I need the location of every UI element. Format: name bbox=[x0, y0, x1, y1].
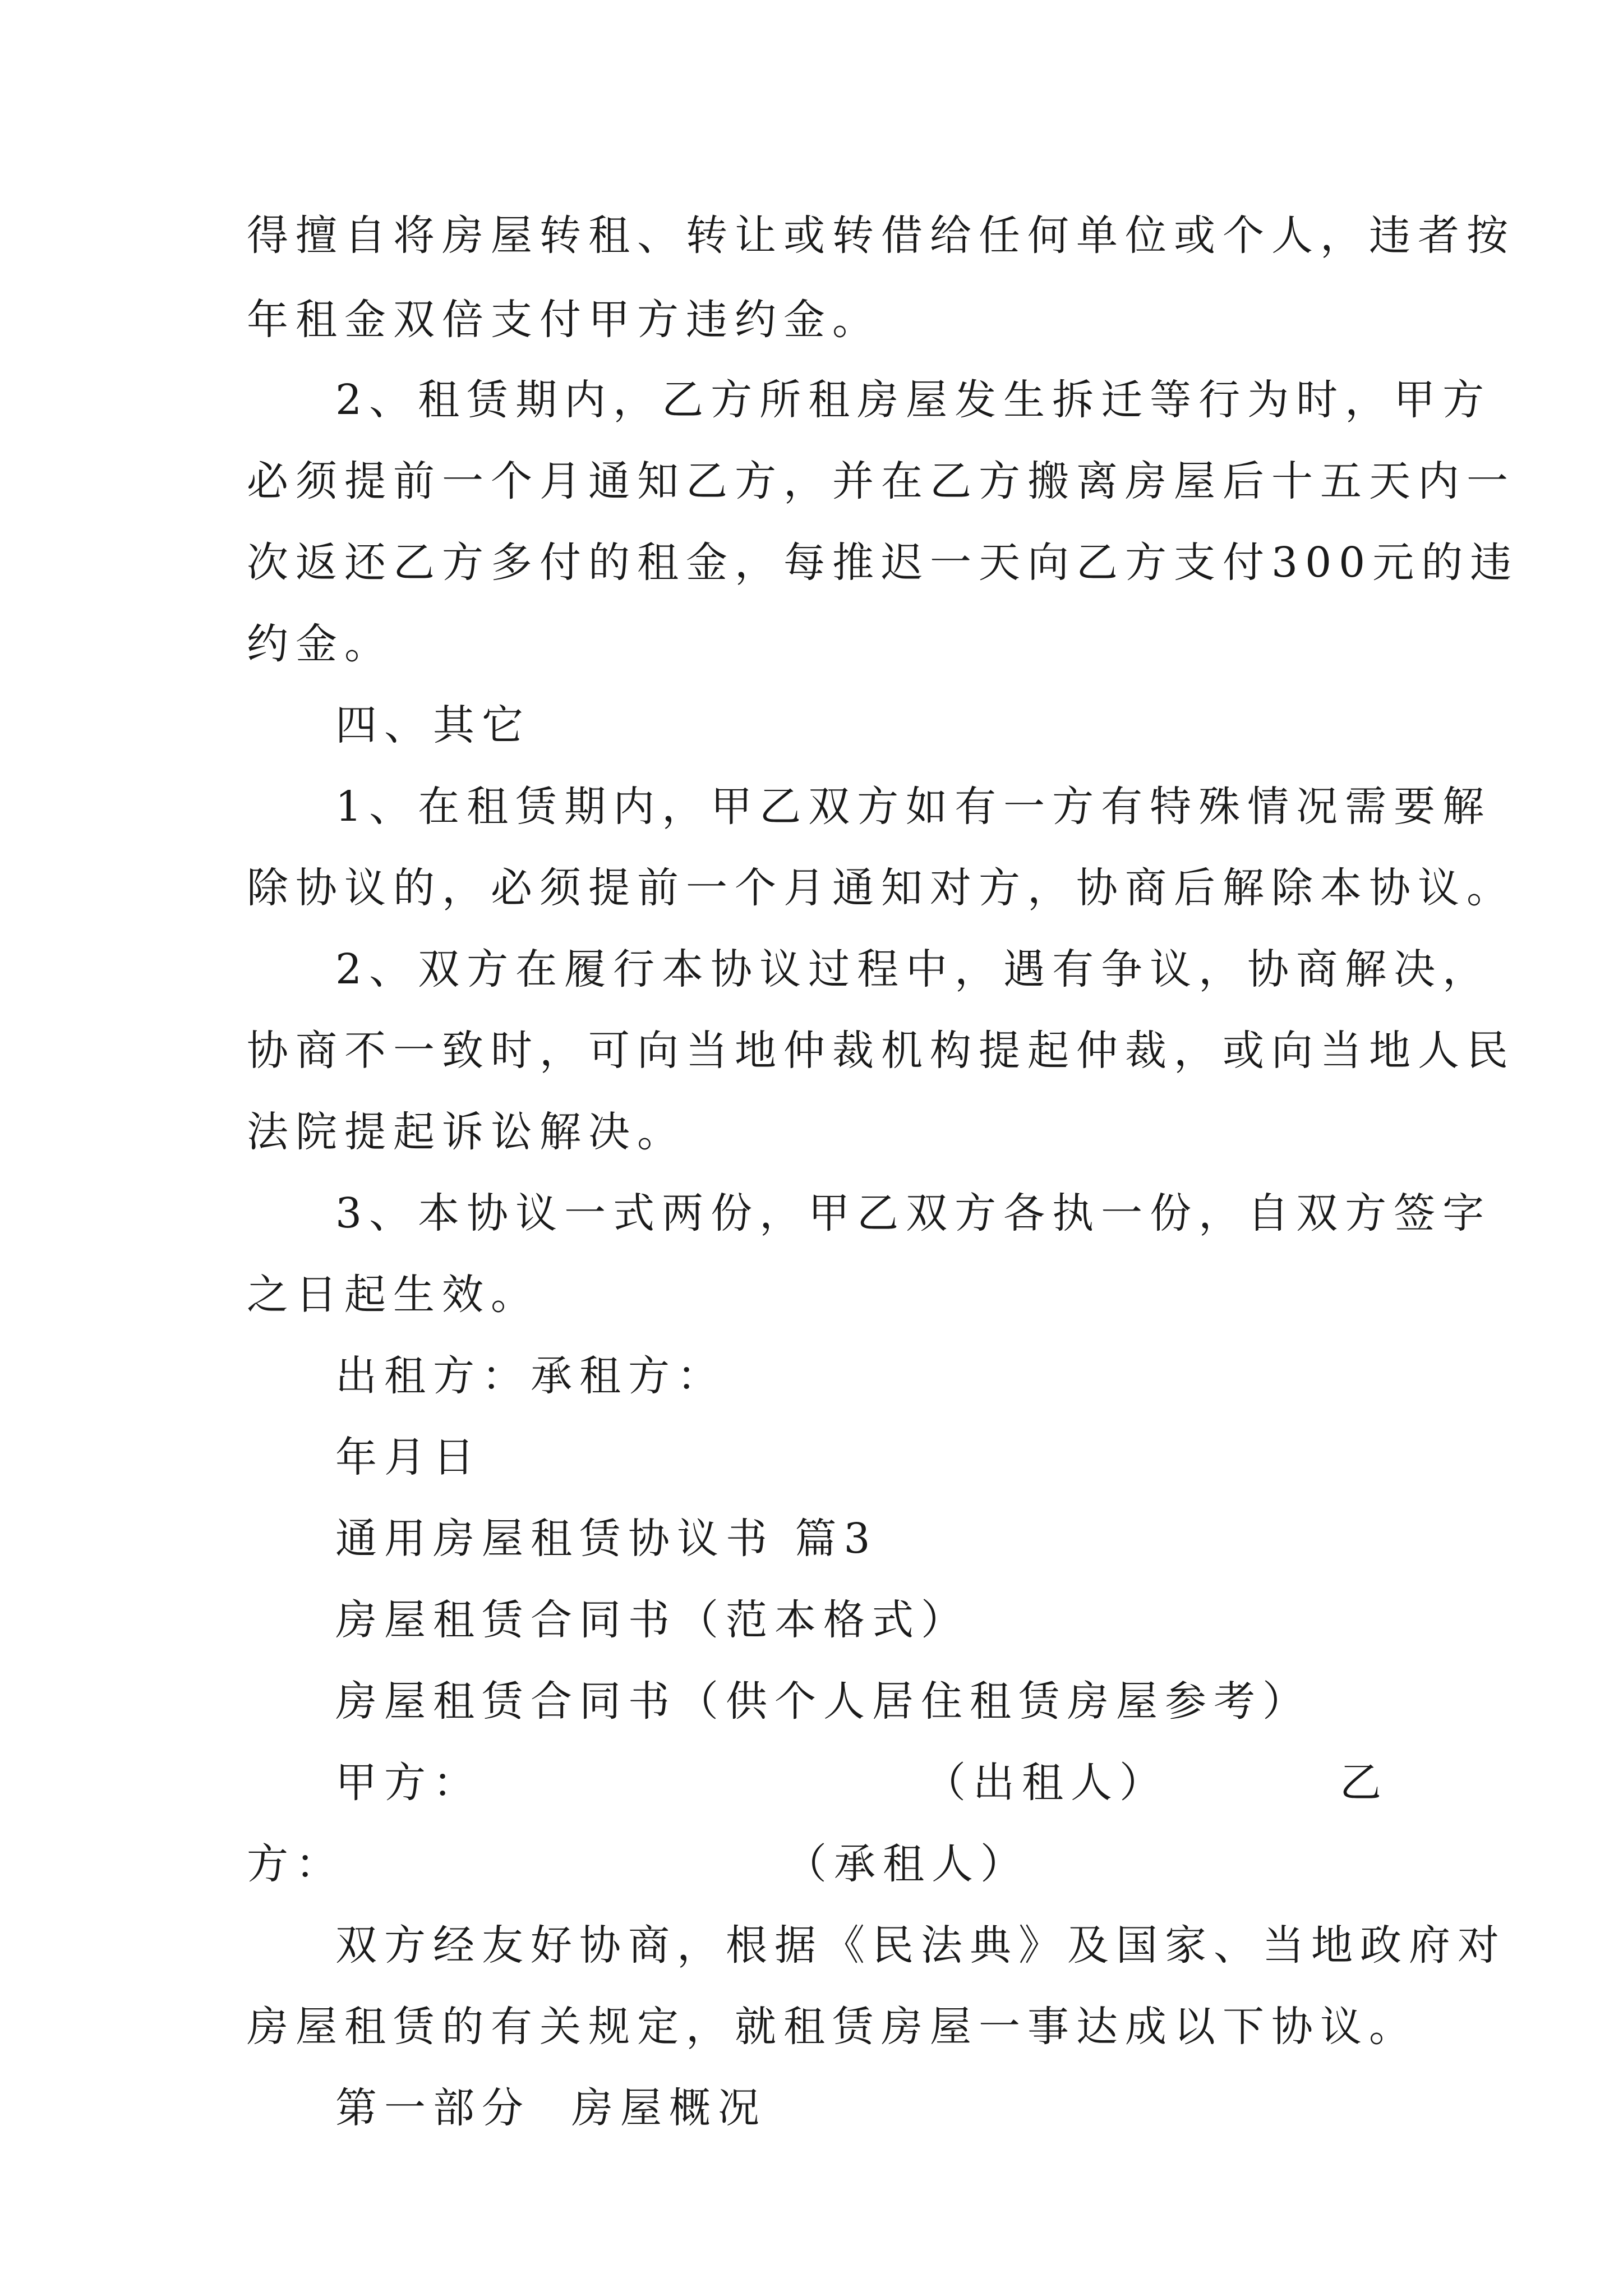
section-heading: 四、其它 bbox=[335, 701, 531, 749]
text-line: 1、在租赁期内，甲乙双方如有一方有特殊情况需要解 bbox=[335, 783, 1492, 831]
date-line: 年月日 bbox=[335, 1433, 482, 1481]
text-line: 约金。 bbox=[247, 620, 393, 668]
text-line: 年租金双倍支付甲方违约金。 bbox=[247, 296, 881, 344]
text-line: 协商不一致时，可向当地仲裁机构提起仲裁，或向当地人民 bbox=[247, 1027, 1515, 1075]
party-a-role: （出租人） bbox=[924, 1759, 1168, 1807]
text-line: 房屋租赁的有关规定，就租赁房屋一事达成以下协议。 bbox=[247, 2003, 1418, 2051]
text-line: 之日起生效。 bbox=[247, 1271, 540, 1319]
text-line: 2、双方在履行本协议过程中，遇有争议，协商解决， bbox=[335, 945, 1492, 993]
party-b-label: 方： bbox=[247, 1840, 344, 1888]
party-b-label-start: 乙 bbox=[1340, 1759, 1389, 1807]
text-line: 除协议的，必须提前一个月通知对方，协商后解除本协议。 bbox=[247, 864, 1515, 912]
party-a-label: 甲方： bbox=[335, 1759, 482, 1807]
text-line: 法院提起诉讼解决。 bbox=[247, 1108, 686, 1156]
document-subtitle: 房屋租赁合同书（供个人居住租赁房屋参考） bbox=[335, 1677, 1311, 1726]
text-line: 得擅自将房屋转租、转让或转借给任何单位或个人，违者按 bbox=[247, 211, 1515, 260]
text-line: 次返还乙方多付的租金，每推迟一天向乙方支付300元的违 bbox=[247, 539, 1519, 587]
text-line: 3、本协议一式两份，甲乙双方各执一份，自双方签字 bbox=[335, 1189, 1492, 1237]
signature-line: 出租方：承租方： bbox=[335, 1352, 726, 1400]
document-subtitle: 房屋租赁合同书（范本格式） bbox=[335, 1596, 970, 1644]
text-line: 2、租赁期内，乙方所租房屋发生拆迁等行为时，甲方 bbox=[335, 376, 1492, 424]
party-b-role: （承租人） bbox=[785, 1840, 1029, 1888]
text-line: 双方经友好协商，根据《民法典》及国家、当地政府对 bbox=[335, 1921, 1506, 1970]
document-title: 通用房屋租赁协议书 篇3 bbox=[335, 1515, 878, 1563]
section-heading: 第一部分 房屋概况 bbox=[335, 2084, 767, 2132]
text-line: 必须提前一个月通知乙方，并在乙方搬离房屋后十五天内一 bbox=[247, 457, 1515, 505]
